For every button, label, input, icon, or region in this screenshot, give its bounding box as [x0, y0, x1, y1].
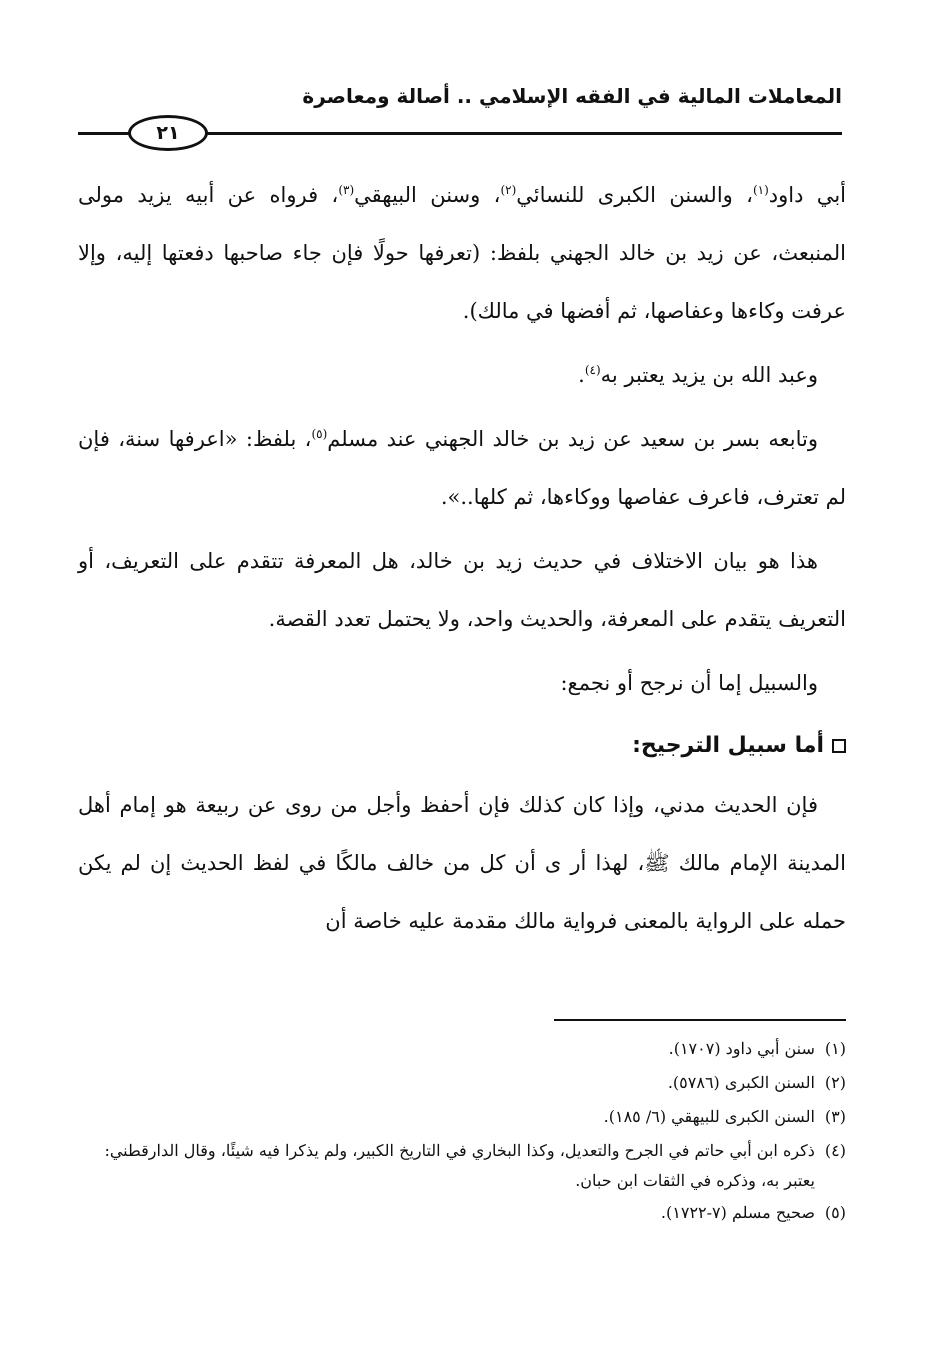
footnote-ref-2: (٢) [500, 183, 517, 197]
main-text [78, 166, 846, 956]
footnote-text: السنن الكبرى (٥٧٨٦). [667, 1073, 815, 1092]
footnote-text: السنن الكبرى للبيهقي (٦/ ١٨٥). [603, 1107, 815, 1126]
footnote-text: سنن أبي داود (١٧٠٧). [668, 1039, 815, 1058]
paragraph-2: وعبد الله بن يزيد يعتبر به$^{(٤)}$. [578, 363, 818, 387]
running-title: المعاملات المالية في الفقه الإسلامي .. أصالة ومعاصرة [302, 84, 842, 108]
footnote-separator [554, 1019, 846, 1021]
paragraph-4: هذا هو بيان الاختلاف في حديث زيد بن خالد، هل المعرفة تتقدم على التعريف، أو التعريف يتقدم على المعرفة، والحديث واحد، ولا يحتمل تعدد القصة. [78, 549, 846, 631]
footnote-4 [78, 1134, 846, 1196]
footnote-number: (١) [824, 1039, 846, 1058]
section-heading-text: أما سبيل الترجيح: [632, 733, 824, 758]
footnote-text: صحيح مسلم (٧-١٧٢٢). [660, 1203, 815, 1222]
footnote-number: (٥) [824, 1203, 846, 1222]
footnote-ref-3: (٣) [338, 183, 355, 197]
square-icon [832, 739, 846, 753]
footnote-ref-4: (٤) [584, 363, 601, 377]
paragraph-5: والسبيل إما أن نرجح أو نجمع: [560, 671, 818, 695]
page-number: ٢١ [128, 115, 208, 151]
footnote-number: (٢) [824, 1073, 846, 1092]
footnote-5 [78, 1196, 846, 1230]
footnote-number: (٣) [824, 1107, 846, 1126]
paragraph-1: أبي داود$^{(١)}$، والسنن الكبرى للنسائي$^{(٢)}$، وسنن البيهقي$^{(٣)}$، فرواه عن أبيه يزيد مولى المنبعث، عن زيد بن خالد الجهني بلفظ: (تعرفها حولًا فإن جاء صاحبها دفعتها إليه، وإلا عرفت وكاءها وعفاصها، ثم أفضها في مالك). [78, 183, 846, 323]
footnote-3 [78, 1100, 846, 1134]
footnote-text: ذكره ابن أبي حاتم في الجرح والتعديل، وكذا البخاري في التاريخ الكبير، ولم يذكرا فيه شيئًا، وقال الدارقطني: يعتبر به، وذكره في الثقات ابن حبان. [104, 1141, 815, 1190]
footnote-ref-5: (٥) [311, 427, 328, 441]
page-header [78, 78, 842, 158]
section-paragraph: فإن الحديث مدني، وإذا كان كذلك فإن أحفظ وأجل من روى عن ربيعة هو إمام أهل المدينة الإمام مالك ﷺ، لهذا أر ى أن كل من خالف مالكًا في لفظ الحديث إن لم يكن حمله على الرواية بالمعنى فرواية مالك مقدمة عليه خاصة أن [78, 793, 846, 933]
footnote-2 [78, 1066, 846, 1100]
footnote-ref-1: (١) [752, 183, 769, 197]
section-heading [78, 718, 846, 774]
footnote-1 [78, 1032, 846, 1066]
footnotes [78, 1032, 846, 1230]
paragraph-3: وتابعه بسر بن سعيد عن زيد بن خالد الجهني عند مسلم$^{(٥)}$، بلفظ: «اعرفها سنة، فإن لم تعترف، فاعرف عفاصها ووكاءها، ثم كلها..». [78, 427, 846, 509]
footnote-number: (٤) [824, 1141, 846, 1160]
